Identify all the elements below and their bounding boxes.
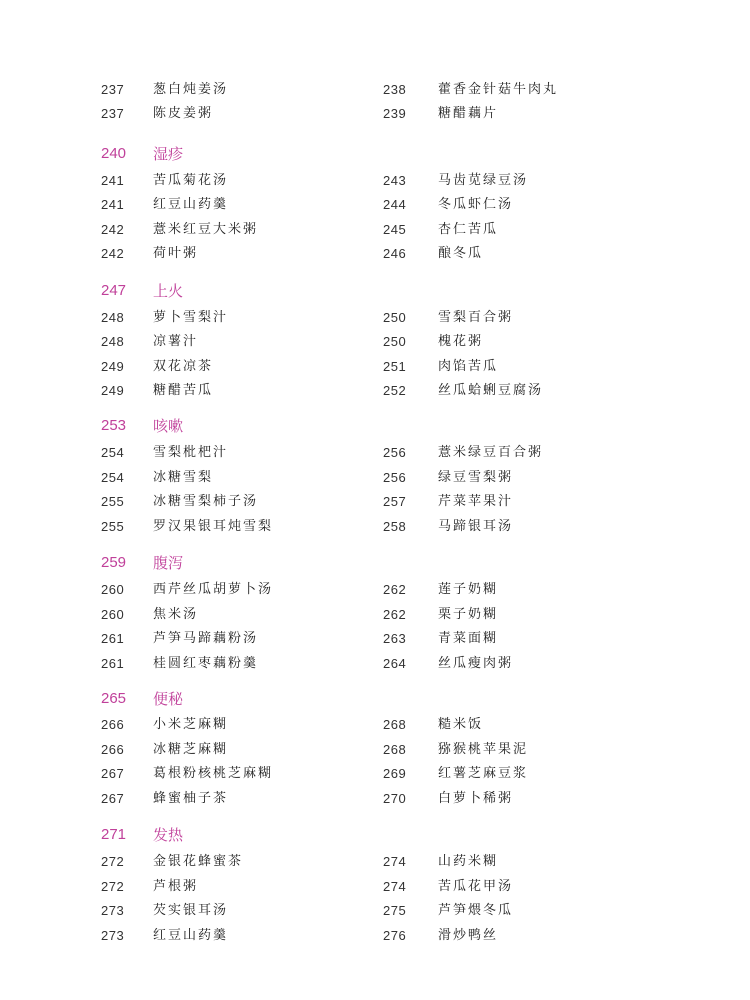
page-number: 270: [383, 791, 407, 806]
recipe-name: 马齿苋绿豆汤: [438, 173, 529, 188]
section-title: 湿疹: [153, 145, 184, 163]
section-page-number: 240: [101, 145, 127, 162]
page-number: 248: [101, 334, 125, 349]
page-number: 267: [101, 791, 125, 806]
page-number: 275: [383, 903, 407, 918]
recipe-name: 猕猴桃苹果泥: [438, 742, 529, 757]
page-number: 237: [101, 82, 125, 97]
recipe-name: 苦瓜菊花汤: [153, 173, 229, 188]
page-number: 244: [383, 197, 407, 212]
recipe-name: 山药米糊: [438, 854, 499, 869]
page-number: 274: [383, 879, 407, 894]
page-number: 255: [101, 494, 125, 509]
page-number: 238: [383, 82, 407, 97]
recipe-name: 冬瓜虾仁汤: [438, 197, 514, 212]
page-number: 276: [383, 928, 407, 943]
section-title: 便秘: [153, 690, 184, 708]
recipe-name: 红豆山药羹: [153, 197, 229, 212]
recipe-name: 金银花蜂蜜茶: [153, 854, 244, 869]
page-number: 267: [101, 766, 125, 781]
recipe-name: 冰糖芝麻糊: [153, 742, 229, 757]
page-number: 248: [101, 310, 125, 325]
recipe-name: 西芹丝瓜胡萝卜汤: [153, 582, 274, 597]
recipe-name: 绿豆雪梨粥: [438, 470, 514, 485]
section-title: 上火: [153, 282, 184, 300]
page-number: 266: [101, 717, 125, 732]
page-number: 262: [383, 607, 407, 622]
page-number: 260: [101, 582, 125, 597]
recipe-name: 冰糖雪梨柿子汤: [153, 494, 259, 509]
page-number: 242: [101, 246, 125, 261]
recipe-name: 罗汉果银耳炖雪梨: [153, 519, 274, 534]
page-number: 257: [383, 494, 407, 509]
recipe-name: 蜂蜜柚子茶: [153, 791, 229, 806]
recipe-name: 肉馅苦瓜: [438, 359, 499, 374]
recipe-name: 小米芝麻糊: [153, 717, 229, 732]
recipe-name: 葛根粉核桃芝麻糊: [153, 766, 274, 781]
recipe-name: 雪梨百合粥: [438, 310, 514, 325]
recipe-name: 杏仁苦瓜: [438, 222, 499, 237]
section-title: 腹泻: [153, 554, 184, 572]
page-number: 254: [101, 470, 125, 485]
page-number: 266: [101, 742, 125, 757]
page-number: 261: [101, 631, 125, 646]
recipe-name: 薏米红豆大米粥: [153, 222, 259, 237]
recipe-name: 凉薯汁: [153, 334, 199, 349]
recipe-name: 红薯芝麻豆浆: [438, 766, 529, 781]
section-title: 发热: [153, 826, 184, 844]
page-number: 260: [101, 607, 125, 622]
recipe-name: 陈皮姜粥: [153, 106, 214, 121]
recipe-name: 丝瓜蛤蜊豆腐汤: [438, 383, 544, 398]
recipe-name: 槐花粥: [438, 334, 484, 349]
recipe-name: 藿香金针菇牛肉丸: [438, 82, 559, 97]
recipe-name: 栗子奶糊: [438, 607, 499, 622]
page-number: 263: [383, 631, 407, 646]
page-number: 273: [101, 928, 125, 943]
recipe-name: 双花凉茶: [153, 359, 214, 374]
recipe-name: 丝瓜瘦肉粥: [438, 656, 514, 671]
page-number: 254: [101, 445, 125, 460]
recipe-name: 桂圆红枣藕粉羹: [153, 656, 259, 671]
recipe-name: 苦瓜花甲汤: [438, 879, 514, 894]
section-title: 咳嗽: [153, 417, 184, 435]
page-number: 246: [383, 246, 407, 261]
page-number: 241: [101, 197, 125, 212]
recipe-name: 葱白炖姜汤: [153, 82, 229, 97]
recipe-name: 芡实银耳汤: [153, 903, 229, 918]
recipe-name: 芹菜苹果汁: [438, 494, 514, 509]
recipe-name: 芦笋煨冬瓜: [438, 903, 514, 918]
recipe-name: 糙米饭: [438, 717, 484, 732]
recipe-name: 焦米汤: [153, 607, 199, 622]
recipe-name: 冰糖雪梨: [153, 470, 214, 485]
page-number: 256: [383, 470, 407, 485]
page-number: 251: [383, 359, 407, 374]
page-number: 272: [101, 854, 125, 869]
page-number: 242: [101, 222, 125, 237]
section-page-number: 265: [101, 690, 127, 707]
page-number: 255: [101, 519, 125, 534]
page-number: 237: [101, 106, 125, 121]
recipe-name: 白萝卜稀粥: [438, 791, 514, 806]
recipe-name: 红豆山药羹: [153, 928, 229, 943]
page-number: 252: [383, 383, 407, 398]
page-number: 269: [383, 766, 407, 781]
page-number: 261: [101, 656, 125, 671]
recipe-name: 莲子奶糊: [438, 582, 499, 597]
recipe-name: 糖醋苦瓜: [153, 383, 214, 398]
page-number: 239: [383, 106, 407, 121]
recipe-name: 薏米绿豆百合粥: [438, 445, 544, 460]
page-number: 249: [101, 359, 125, 374]
page-number: 258: [383, 519, 407, 534]
page-number: 268: [383, 717, 407, 732]
page-number: 250: [383, 310, 407, 325]
recipe-name: 酿冬瓜: [438, 246, 484, 261]
page-number: 264: [383, 656, 407, 671]
section-page-number: 259: [101, 554, 127, 571]
page-number: 243: [383, 173, 407, 188]
recipe-name: 马蹄银耳汤: [438, 519, 514, 534]
recipe-name: 滑炒鸭丝: [438, 928, 499, 943]
recipe-name: 芦笋马蹄藕粉汤: [153, 631, 259, 646]
page-number: 249: [101, 383, 125, 398]
page-number: 245: [383, 222, 407, 237]
recipe-name: 萝卜雪梨汁: [153, 310, 229, 325]
page-number: 250: [383, 334, 407, 349]
recipe-name: 青菜面糊: [438, 631, 499, 646]
page-number: 272: [101, 879, 125, 894]
page-number: 262: [383, 582, 407, 597]
page-number: 256: [383, 445, 407, 460]
section-page-number: 271: [101, 826, 127, 843]
section-page-number: 247: [101, 282, 127, 299]
page-number: 273: [101, 903, 125, 918]
page-number: 274: [383, 854, 407, 869]
recipe-name: 雪梨枇杷汁: [153, 445, 229, 460]
section-page-number: 253: [101, 417, 127, 434]
recipe-name: 芦根粥: [153, 879, 199, 894]
page-number: 268: [383, 742, 407, 757]
recipe-name: 糖醋藕片: [438, 106, 499, 121]
recipe-name: 荷叶粥: [153, 246, 199, 261]
page-number: 241: [101, 173, 125, 188]
